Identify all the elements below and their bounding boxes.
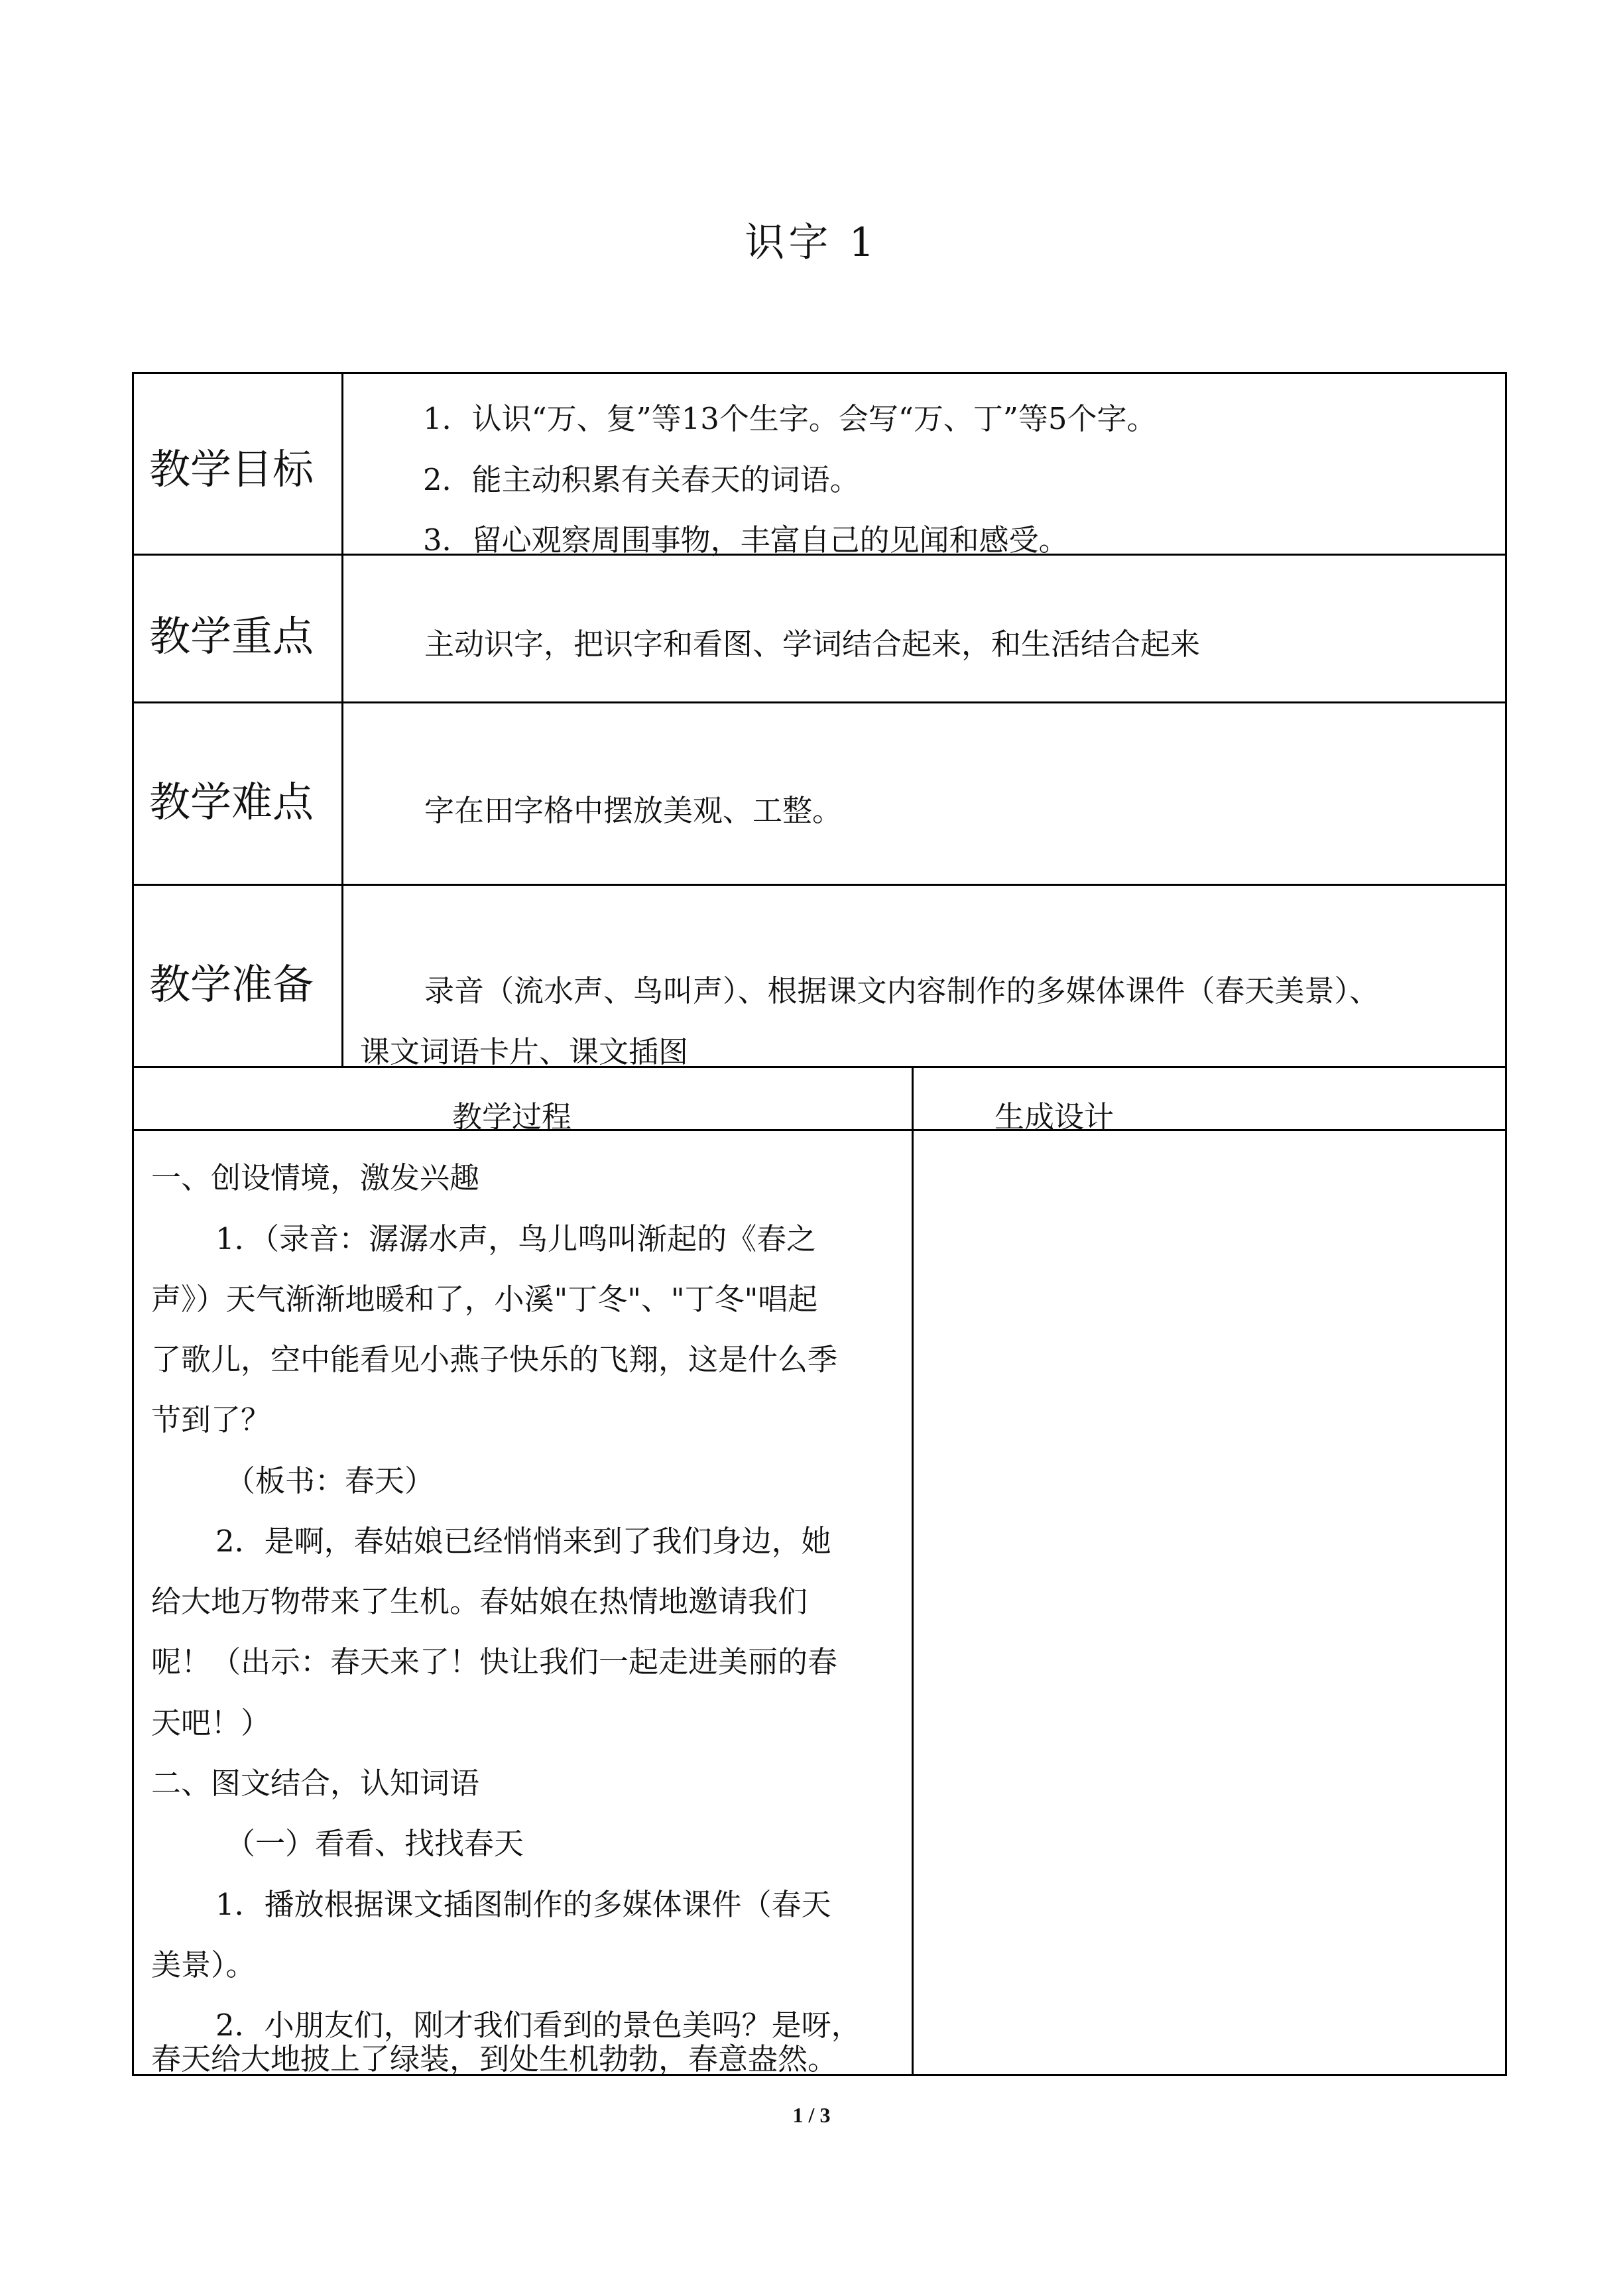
process-line: 2．是啊，春姑娘已经悄悄来到了我们身边，她 (215, 1524, 831, 1559)
process-line: 2．小朋友们，刚才我们看到的景色美吗？是呀， (215, 2008, 861, 2043)
process-line: 二、图文结合，认知词语 (151, 1766, 480, 1801)
objective-line: 3．留心观察周围事物，丰富自己的见闻和感受。 (423, 522, 1069, 558)
process-line: 声》）天气渐渐地暖和了，小溪"丁冬"、"丁冬"唱起 (151, 1282, 818, 1317)
process-line: 天吧！） (151, 1705, 271, 1740)
difficulties-label: 教学难点 (149, 778, 314, 826)
table-border-left (132, 372, 134, 2076)
process-line: 节到了？ (151, 1402, 271, 1437)
difficulties-text: 字在田字格中摆放美观、工整。 (424, 793, 843, 828)
page-title: 识字 1 (745, 219, 878, 266)
objective-line: 1．认识“万、复”等13个生字。会写“万、丁”等5个字。 (423, 401, 1157, 436)
objective-line: 2．能主动积累有关春天的词语。 (423, 462, 860, 497)
process-line: 美景）。 (151, 1947, 256, 1982)
label-column-divider (341, 372, 343, 1067)
objectives-label: 教学目标 (149, 445, 314, 493)
row-divider (132, 884, 1507, 886)
process-line: 1．播放根据课文插图制作的多媒体课件（春天 (215, 1887, 831, 1922)
process-line: （板书：春天） (225, 1463, 435, 1498)
process-line: 一、创设情境，激发兴趣 (151, 1160, 480, 1195)
preparation-line: 录音（流水声、鸟叫声）、根据课文内容制作的多媒体课件（春天美景）、 (424, 973, 1380, 1008)
preparation-label: 教学准备 (149, 960, 314, 1008)
process-line: （一）看看、找找春天 (225, 1826, 524, 1861)
row-divider (132, 1129, 1507, 1131)
table-border-right (1505, 372, 1507, 2076)
process-line: 呢！（出示：春天来了！快让我们一起走进美丽的春 (151, 1644, 838, 1679)
preparation-line: 课文词语卡片、课文插图 (360, 1034, 689, 1069)
row-divider (132, 1066, 1507, 1068)
process-header: 教学过程 (452, 1099, 572, 1134)
key-points-label: 教学重点 (149, 612, 314, 660)
process-line: 春天给大地披上了绿装，到处生机勃勃，春意盎然。 (151, 2041, 838, 2077)
key-points-text: 主动识字，把识字和看图、学词结合起来，和生活结合起来 (424, 627, 1201, 662)
table-border-top (132, 372, 1507, 374)
design-header: 生成设计 (994, 1099, 1114, 1134)
page-number: 1 / 3 (792, 2103, 831, 2127)
process-column-divider (912, 1066, 914, 2076)
process-line: 了歌儿，空中能看见小燕子快乐的飞翔，这是什么季 (151, 1342, 838, 1377)
process-line: 1．（录音：潺潺水声，鸟儿鸣叫渐起的《春之 (215, 1221, 817, 1256)
process-line: 给大地万物带来了生机。春姑娘在热情地邀请我们 (151, 1584, 808, 1619)
row-divider (132, 701, 1507, 703)
